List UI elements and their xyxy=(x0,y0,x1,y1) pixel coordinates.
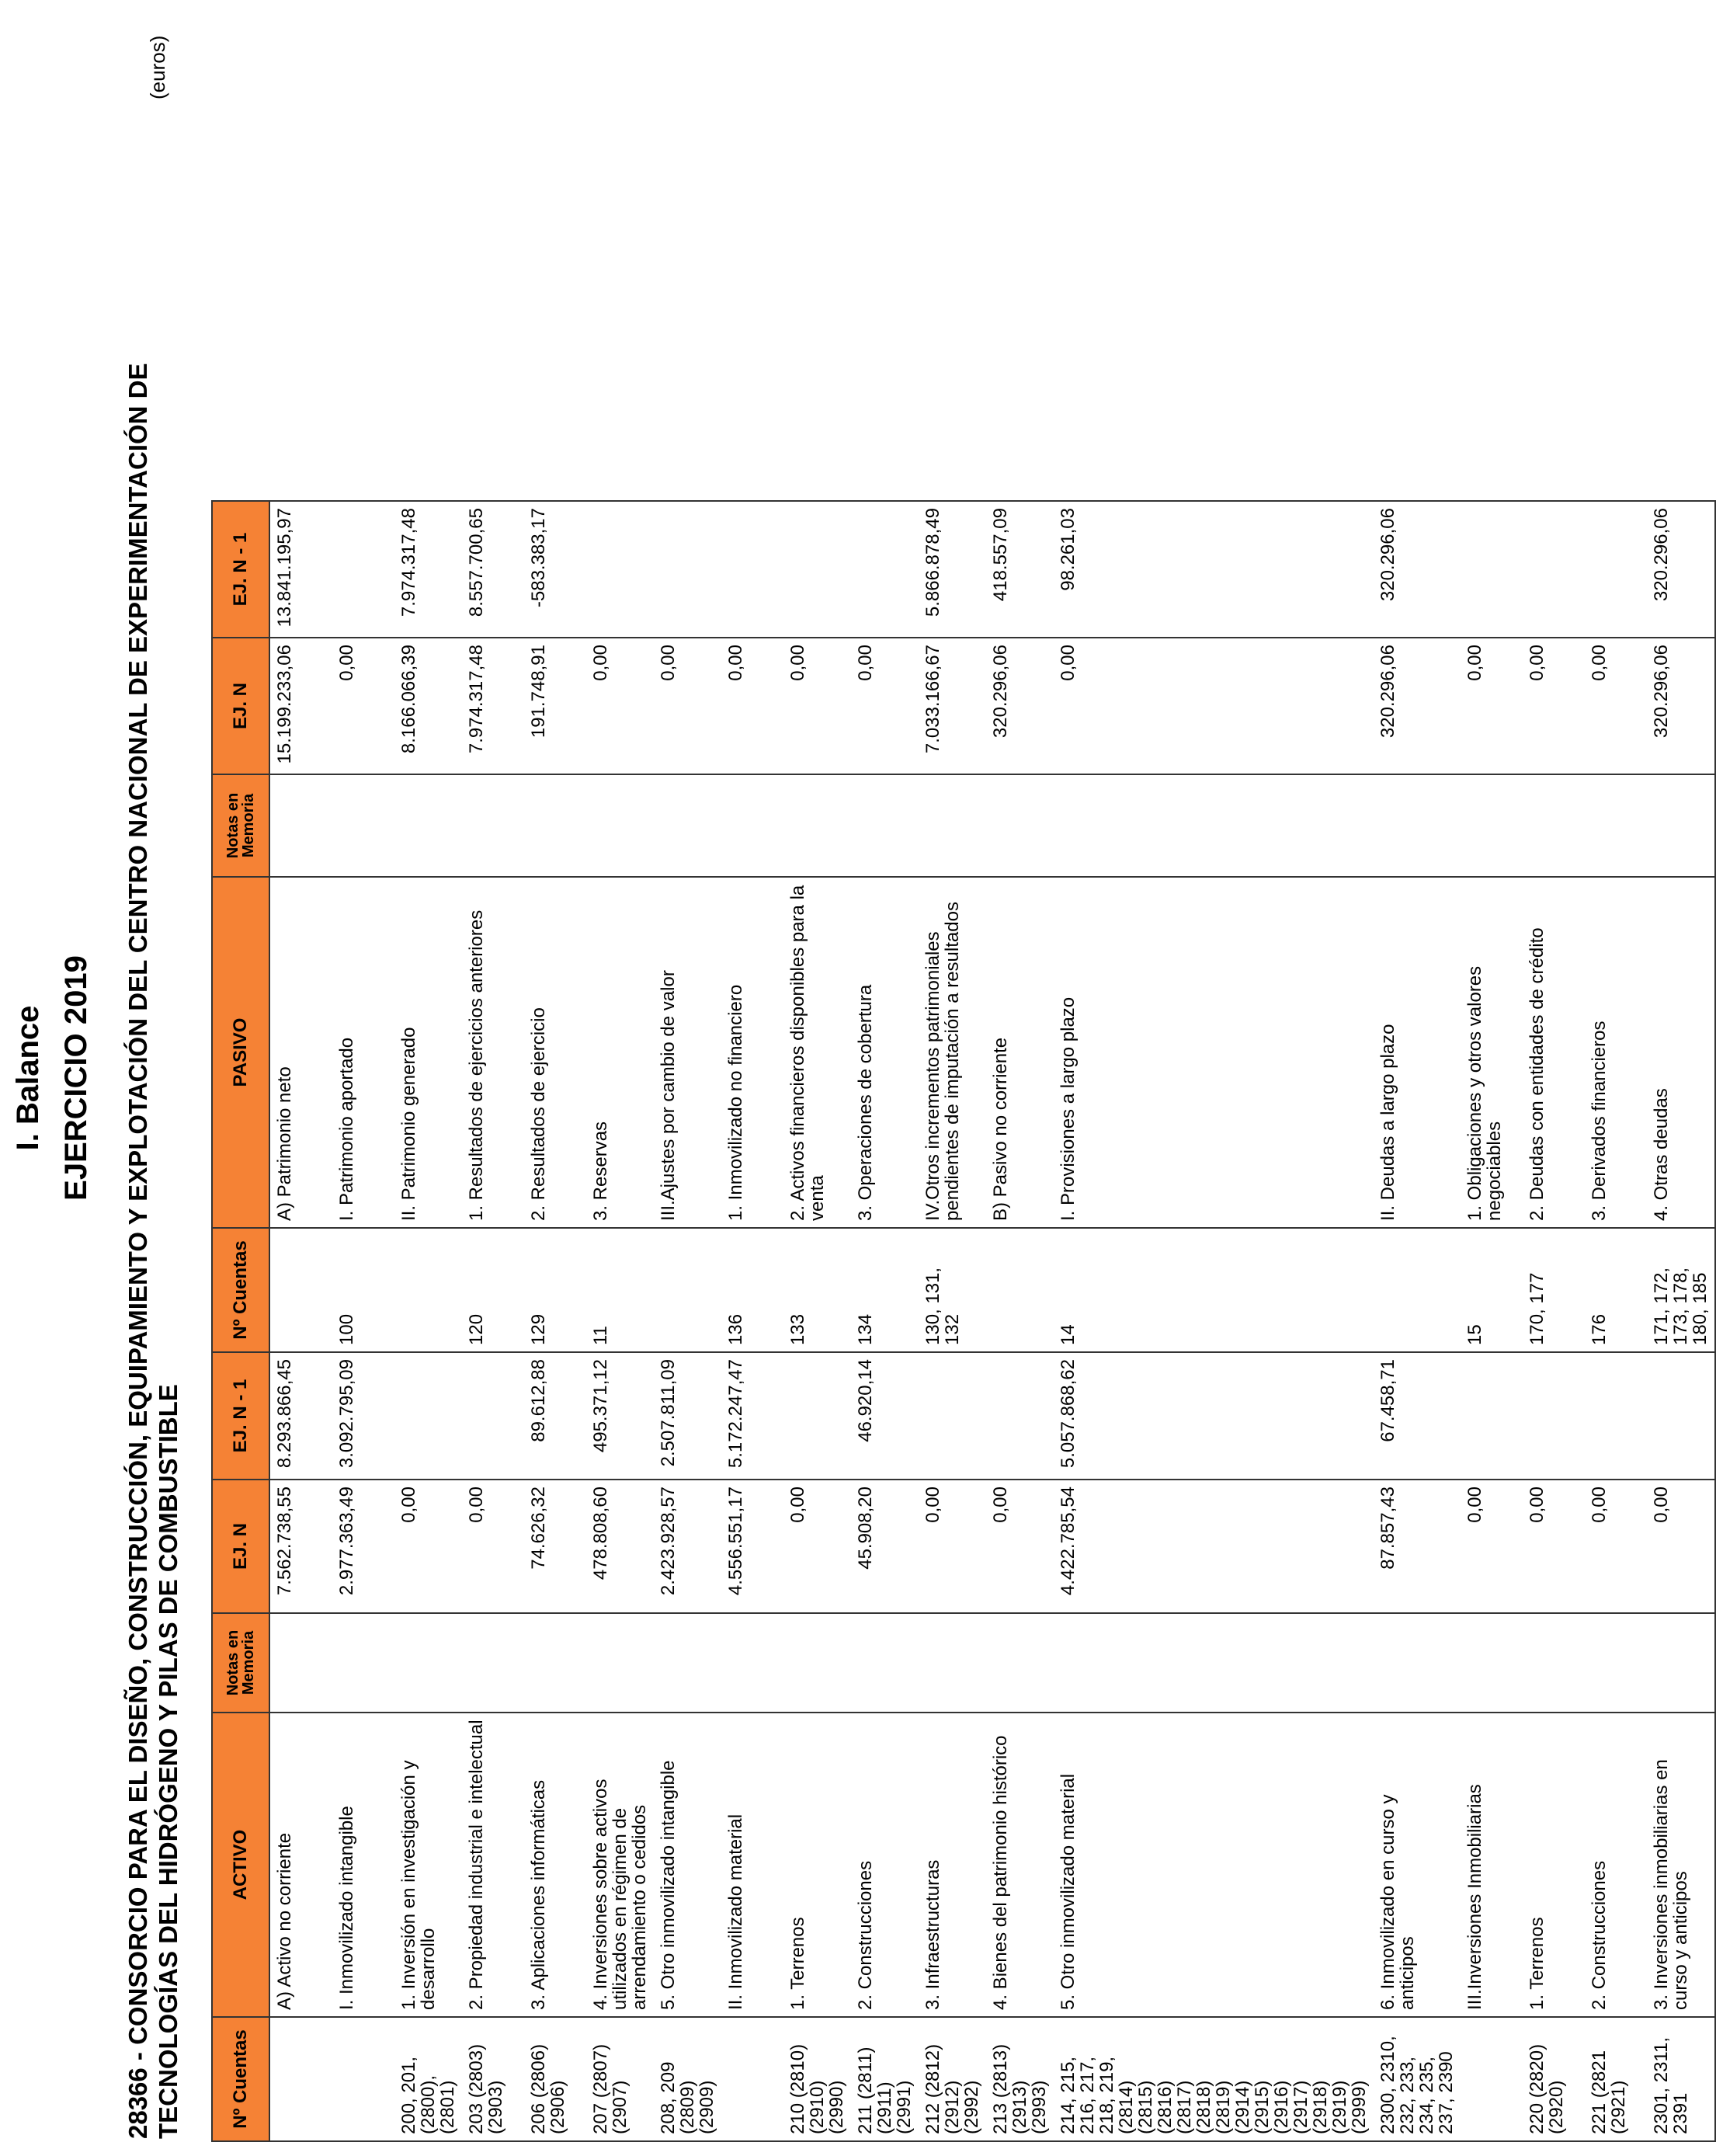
pasivo-ej-n1: 418.557,09 xyxy=(986,501,1054,638)
activo-cuentas: 207 (2807) (2907) xyxy=(586,2017,654,2141)
activo-cuentas: 203 (2803) (2903) xyxy=(462,2017,524,2141)
activo-notas xyxy=(721,1613,783,1713)
pasivo-ej-n: 320.296,06 xyxy=(1374,638,1461,774)
activo-ej-n1 xyxy=(1585,1352,1647,1480)
header-ej-n1: EJ. N - 1 xyxy=(212,1352,269,1480)
pasivo-ej-n: 0,00 xyxy=(721,638,783,774)
activo-notas xyxy=(1523,1613,1585,1713)
activo-ej-n1: 67.458,71 xyxy=(1374,1352,1461,1480)
activo-ej-n: 2.423.928,57 xyxy=(654,1480,721,1613)
activo-notas xyxy=(332,1613,394,1713)
activo-ej-n: 7.562.738,55 xyxy=(269,1480,332,1613)
pasivo-ej-n1: 8.557.700,65 xyxy=(462,501,524,638)
pasivo-notas xyxy=(586,774,654,877)
pasivo-ej-n: 0,00 xyxy=(654,638,721,774)
pasivo-cuentas xyxy=(654,1228,721,1352)
header-ej-n-pasivo: EJ. N xyxy=(212,638,269,774)
activo-ej-n: 0,00 xyxy=(462,1480,524,1613)
pasivo-ej-n: 15.199.233,06 xyxy=(269,638,332,774)
pasivo-ej-n1 xyxy=(654,501,721,638)
activo-notas xyxy=(986,1613,1054,1713)
activo-label: 4. Bienes del patrimonio histórico xyxy=(986,1713,1054,2017)
pasivo-cuentas: 129 xyxy=(524,1228,586,1352)
header-notas: Notas en Memoria xyxy=(212,1613,269,1713)
pasivo-ej-n1: 320.296,06 xyxy=(1374,501,1461,638)
entity-title: 28366 - CONSORCIO PARA EL DISEÑO, CONSTRUCCIÓN, EQUIPAMIENTO Y EXPLOTACIÓN DEL CENTRO NACIONAL DE EXPERIMENTACIÓN DE TECNOLOGÍAS DEL HIDRÓGENO Y PILAS DE COMBUSTIBLE xyxy=(123,363,182,2139)
activo-notas xyxy=(1054,1613,1374,1713)
pasivo-label: 1. Inmovilizado no financiero xyxy=(721,877,783,1228)
activo-cuentas: 206 (2806) (2906) xyxy=(524,2017,586,2141)
activo-label: 2. Construcciones xyxy=(1585,1713,1647,2017)
activo-label: 2. Construcciones xyxy=(851,1713,919,2017)
activo-ej-n: 4.422.785,54 xyxy=(1054,1480,1374,1613)
pasivo-label: II. Patrimonio generado xyxy=(394,877,462,1228)
pasivo-cuentas: 14 xyxy=(1054,1228,1374,1352)
pasivo-cuentas: 176 xyxy=(1585,1228,1647,1352)
activo-ej-n1 xyxy=(1647,1352,1715,1480)
pasivo-ej-n: 0,00 xyxy=(332,638,394,774)
activo-label: 3. Infraestructuras xyxy=(919,1713,986,2017)
pasivo-cuentas: 134 xyxy=(851,1228,919,1352)
activo-label: I. Inmovilizado intangible xyxy=(332,1713,394,2017)
activo-cuentas: 220 (2820) (2920) xyxy=(1523,2017,1585,2141)
pasivo-cuentas: 100 xyxy=(332,1228,394,1352)
activo-notas xyxy=(654,1613,721,1713)
pasivo-ej-n1 xyxy=(1523,501,1585,638)
table-row xyxy=(269,501,332,2141)
activo-label: 6. Inmovilizado en curso y anticipos xyxy=(1374,1713,1461,2017)
pasivo-cuentas: 130, 131, 132 xyxy=(919,1228,986,1352)
pasivo-label: 1. Obligaciones y otros valores negociables xyxy=(1461,877,1523,1228)
pasivo-cuentas xyxy=(269,1228,332,1352)
pasivo-ej-n1 xyxy=(1585,501,1647,638)
table-row xyxy=(783,501,851,2141)
activo-ej-n1 xyxy=(783,1352,851,1480)
header-pasivo: PASIVO xyxy=(212,877,269,1228)
pasivo-ej-n1: 320.296,06 xyxy=(1647,501,1715,638)
pasivo-ej-n: 0,00 xyxy=(1523,638,1585,774)
table-row xyxy=(332,501,394,2141)
pasivo-ej-n1 xyxy=(332,501,394,638)
pasivo-label: 2. Deudas con entidades de crédito xyxy=(1523,877,1585,1228)
pasivo-cuentas: 133 xyxy=(783,1228,851,1352)
table-row xyxy=(462,501,524,2141)
balance-table-body xyxy=(269,501,1715,2141)
pasivo-label: I. Provisiones a largo plazo xyxy=(1054,877,1374,1228)
activo-ej-n: 4.556.551,17 xyxy=(721,1480,783,1613)
activo-ej-n: 0,00 xyxy=(919,1480,986,1613)
activo-label: 5. Otro inmovilizado material xyxy=(1054,1713,1374,2017)
pasivo-ej-n1: -583.383,17 xyxy=(524,501,586,638)
activo-notas xyxy=(1461,1613,1523,1713)
pasivo-ej-n: 7.033.166,67 xyxy=(919,638,986,774)
pasivo-cuentas xyxy=(394,1228,462,1352)
activo-notas xyxy=(269,1613,332,1713)
activo-label: 2. Propiedad industrial e intelectual xyxy=(462,1713,524,2017)
activo-notas xyxy=(1585,1613,1647,1713)
pasivo-label: III.Ajustes por cambio de valor xyxy=(654,877,721,1228)
activo-ej-n1 xyxy=(919,1352,986,1480)
pasivo-ej-n: 0,00 xyxy=(851,638,919,774)
pasivo-label: II. Deudas a largo plazo xyxy=(1374,877,1461,1228)
header-notas-pasivo: Notas en Memoria xyxy=(212,774,269,877)
table-row xyxy=(919,501,986,2141)
pasivo-label: 2. Activos financieros disponibles para la venta xyxy=(783,877,851,1228)
pasivo-cuentas: 120 xyxy=(462,1228,524,1352)
pasivo-ej-n: 0,00 xyxy=(586,638,654,774)
activo-notas xyxy=(524,1613,586,1713)
activo-notas xyxy=(851,1613,919,1713)
pasivo-notas xyxy=(1647,774,1715,877)
table-row xyxy=(986,501,1054,2141)
pasivo-notas xyxy=(1054,774,1374,877)
activo-cuentas: 208, 209 (2809) (2909) xyxy=(654,2017,721,2141)
activo-ej-n1 xyxy=(986,1352,1054,1480)
header-cuentas-pasivo: Nº Cuentas xyxy=(212,1228,269,1352)
pasivo-notas xyxy=(462,774,524,877)
activo-ej-n1: 8.293.866,45 xyxy=(269,1352,332,1480)
activo-cuentas: 214, 215, 216, 217, 218, 219, (2814) (2815) (2816) (2817) (2818) (2819) (2914) (2915) (2916) (2917) (2918) (2919) (2999) xyxy=(1054,2017,1374,2141)
activo-notas xyxy=(919,1613,986,1713)
pasivo-cuentas: 170, 177 xyxy=(1523,1228,1585,1352)
pasivo-label: A) Patrimonio neto xyxy=(269,877,332,1228)
activo-label: II. Inmovilizado material xyxy=(721,1713,783,2017)
activo-ej-n: 0,00 xyxy=(1461,1480,1523,1613)
activo-cuentas xyxy=(721,2017,783,2141)
header-row xyxy=(212,501,269,2141)
activo-ej-n: 0,00 xyxy=(783,1480,851,1613)
pasivo-ej-n: 8.166.066,39 xyxy=(394,638,462,774)
pasivo-cuentas: 15 xyxy=(1461,1228,1523,1352)
activo-ej-n1: 495.371,12 xyxy=(586,1352,654,1480)
balance-table xyxy=(211,500,1716,2142)
activo-ej-n1: 89.612,88 xyxy=(524,1352,586,1480)
pasivo-notas xyxy=(919,774,986,877)
activo-ej-n1: 5.057.868,62 xyxy=(1054,1352,1374,1480)
activo-ej-n: 0,00 xyxy=(394,1480,462,1613)
pasivo-ej-n1 xyxy=(721,501,783,638)
pasivo-label: 1. Resultados de ejercicios anteriores xyxy=(462,877,524,1228)
activo-cuentas: 210 (2810) (2910) (2990) xyxy=(783,2017,851,2141)
pasivo-notas xyxy=(851,774,919,877)
table-row xyxy=(524,501,586,2141)
pasivo-ej-n: 0,00 xyxy=(1461,638,1523,774)
pasivo-ej-n: 7.974.317,48 xyxy=(462,638,524,774)
activo-notas xyxy=(586,1613,654,1713)
pasivo-label: 3. Derivados financieros xyxy=(1585,877,1647,1228)
activo-ej-n1 xyxy=(1461,1352,1523,1480)
activo-ej-n1 xyxy=(394,1352,462,1480)
activo-ej-n1: 46.920,14 xyxy=(851,1352,919,1480)
pasivo-ej-n1 xyxy=(851,501,919,638)
activo-cuentas: 211 (2811) (2911) (2991) xyxy=(851,2017,919,2141)
activo-ej-n: 0,00 xyxy=(1585,1480,1647,1613)
pasivo-notas xyxy=(783,774,851,877)
table-row xyxy=(1585,501,1647,2141)
activo-cuentas xyxy=(269,2017,332,2141)
table-row xyxy=(1054,501,1374,2141)
pasivo-ej-n: 0,00 xyxy=(1054,638,1374,774)
activo-ej-n: 45.908,20 xyxy=(851,1480,919,1613)
pasivo-notas xyxy=(1585,774,1647,877)
pasivo-label: 4. Otras deudas xyxy=(1647,877,1715,1228)
pasivo-notas xyxy=(986,774,1054,877)
pasivo-cuentas: 171, 172, 173, 178, 180, 185 xyxy=(1647,1228,1715,1352)
table-row xyxy=(394,501,462,2141)
year-title: EJERCICIO 2019 xyxy=(59,955,93,1201)
activo-ej-n1 xyxy=(1523,1352,1585,1480)
pasivo-notas xyxy=(654,774,721,877)
pasivo-cuentas: 11 xyxy=(586,1228,654,1352)
header-ej-n1-pasivo: EJ. N - 1 xyxy=(212,501,269,638)
pasivo-ej-n1: 13.841.195,97 xyxy=(269,501,332,638)
activo-cuentas: 221 (2821 (2921) xyxy=(1585,2017,1647,2141)
pasivo-notas xyxy=(1374,774,1461,877)
activo-label: 1. Terrenos xyxy=(1523,1713,1585,2017)
activo-ej-n1: 5.172.247,47 xyxy=(721,1352,783,1480)
activo-cuentas: 212 (2812) (2912) (2992) xyxy=(919,2017,986,2141)
pasivo-label: 3. Operaciones de cobertura xyxy=(851,877,919,1228)
activo-cuentas: 2301, 2311, 2391 xyxy=(1647,2017,1715,2141)
activo-ej-n: 0,00 xyxy=(1523,1480,1585,1613)
pasivo-label: B) Pasivo no corriente xyxy=(986,877,1054,1228)
pasivo-label: 2. Resultados de ejercicio xyxy=(524,877,586,1228)
activo-cuentas xyxy=(332,2017,394,2141)
pasivo-cuentas xyxy=(986,1228,1054,1352)
pasivo-ej-n1 xyxy=(1461,501,1523,638)
activo-notas xyxy=(1374,1613,1461,1713)
pasivo-cuentas xyxy=(1374,1228,1461,1352)
pasivo-label: IV.Otros incrementos patrimoniales pendientes de imputación a resultados xyxy=(919,877,986,1228)
pasivo-ej-n1 xyxy=(586,501,654,638)
activo-label: 3. Aplicaciones informáticas xyxy=(524,1713,586,2017)
activo-label: A) Activo no corriente xyxy=(269,1713,332,2017)
activo-label: 1. Terrenos xyxy=(783,1713,851,2017)
activo-label: 3. Inversiones inmobiliarias en curso y anticipos xyxy=(1647,1713,1715,2017)
pasivo-ej-n1: 7.974.317,48 xyxy=(394,501,462,638)
pasivo-notas xyxy=(1523,774,1585,877)
activo-ej-n: 87.857,43 xyxy=(1374,1480,1461,1613)
activo-ej-n1: 3.092.795,09 xyxy=(332,1352,394,1480)
activo-cuentas: 200, 201, (2800), (2801) xyxy=(394,2017,462,2141)
header-activo: ACTIVO xyxy=(212,1713,269,2017)
table-row xyxy=(654,501,721,2141)
pasivo-label: 3. Reservas xyxy=(586,877,654,1228)
table-row xyxy=(1461,501,1523,2141)
pasivo-ej-n1: 5.866.878,49 xyxy=(919,501,986,638)
pasivo-cuentas: 136 xyxy=(721,1228,783,1352)
activo-ej-n: 2.977.363,49 xyxy=(332,1480,394,1613)
header-cuentas: Nº Cuentas xyxy=(212,2017,269,2141)
table-row xyxy=(586,501,654,2141)
pasivo-ej-n1 xyxy=(783,501,851,638)
activo-notas xyxy=(394,1613,462,1713)
units-label: (euros) xyxy=(146,35,169,99)
activo-ej-n1 xyxy=(462,1352,524,1480)
pasivo-notas xyxy=(332,774,394,877)
pasivo-ej-n: 320.296,06 xyxy=(1647,638,1715,774)
activo-label: 4. Inversiones sobre activos utilizados en régimen de arrendamiento o cedidos xyxy=(586,1713,654,2017)
activo-cuentas: 213 (2813) (2913) (2993) xyxy=(986,2017,1054,2141)
activo-label: III.Inversiones Inmobiliarias xyxy=(1461,1713,1523,2017)
pasivo-notas xyxy=(394,774,462,877)
activo-cuentas xyxy=(1461,2017,1523,2141)
activo-notas xyxy=(783,1613,851,1713)
pasivo-notas xyxy=(1461,774,1523,877)
activo-notas xyxy=(1647,1613,1715,1713)
activo-ej-n: 478.808,60 xyxy=(586,1480,654,1613)
pasivo-ej-n1: 98.261,03 xyxy=(1054,501,1374,638)
pasivo-notas xyxy=(721,774,783,877)
header-ej-n: EJ. N xyxy=(212,1480,269,1613)
pasivo-ej-n: 320.296,06 xyxy=(986,638,1054,774)
pasivo-notas xyxy=(269,774,332,877)
table-row xyxy=(1647,501,1715,2141)
activo-notas xyxy=(462,1613,524,1713)
activo-ej-n: 0,00 xyxy=(1647,1480,1715,1613)
activo-ej-n: 74.626,32 xyxy=(524,1480,586,1613)
pasivo-notas xyxy=(524,774,586,877)
activo-label: 1. Inversión en investigación y desarrollo xyxy=(394,1713,462,2017)
section-title: I. Balance xyxy=(11,1005,45,1151)
table-row xyxy=(721,501,783,2141)
pasivo-ej-n: 191.748,91 xyxy=(524,638,586,774)
pasivo-ej-n: 0,00 xyxy=(783,638,851,774)
table-row xyxy=(851,501,919,2141)
table-row xyxy=(1374,501,1461,2141)
activo-cuentas: 2300, 2310, 232, 233, 234, 235, 237, 2390 xyxy=(1374,2017,1461,2141)
activo-ej-n1: 2.507.811,09 xyxy=(654,1352,721,1480)
pasivo-label: I. Patrimonio aportado xyxy=(332,877,394,1228)
pasivo-ej-n: 0,00 xyxy=(1585,638,1647,774)
activo-label: 5. Otro inmovilizado intangible xyxy=(654,1713,721,2017)
activo-ej-n: 0,00 xyxy=(986,1480,1054,1613)
table-row xyxy=(1523,501,1585,2141)
